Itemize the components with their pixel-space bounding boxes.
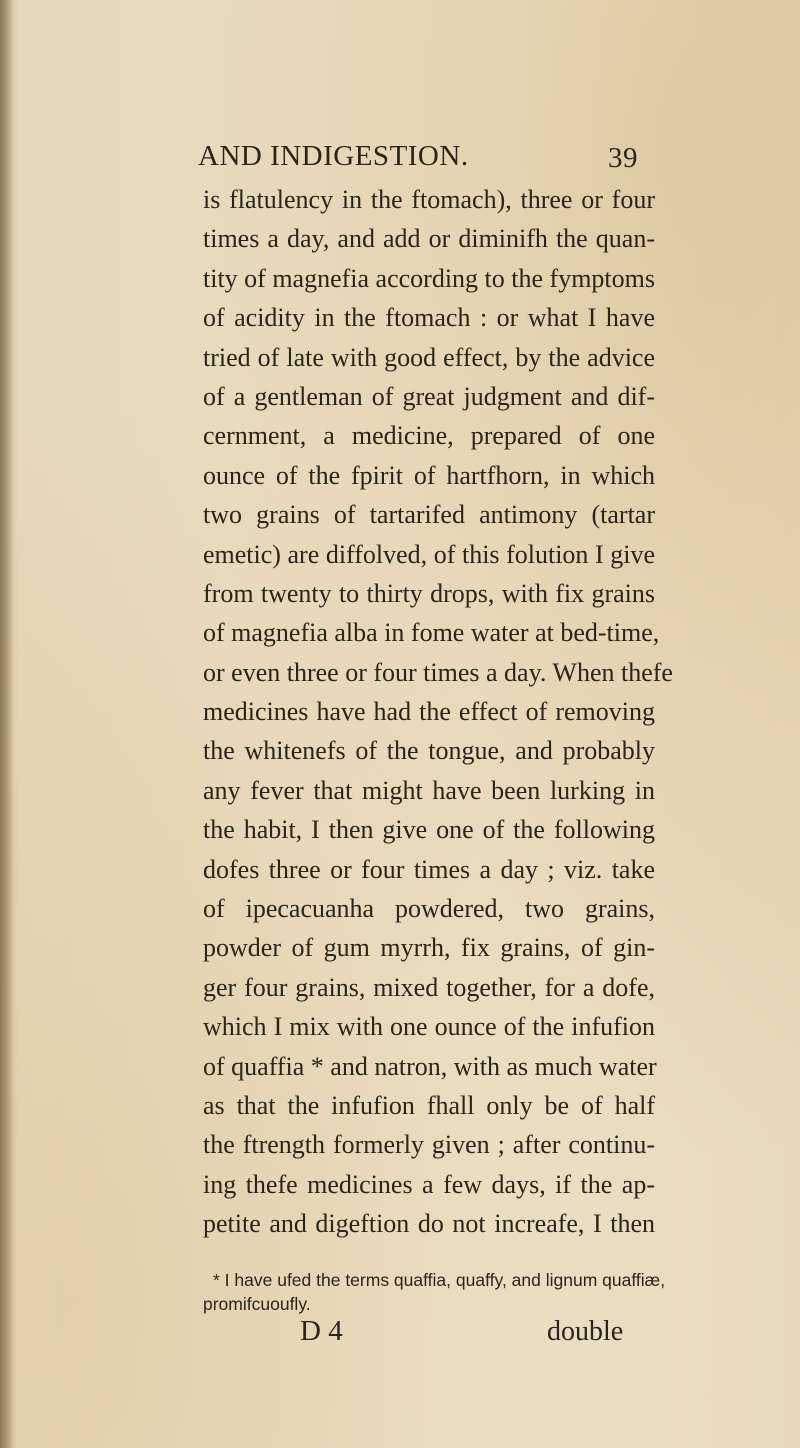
page-number: 39 [608,142,638,174]
text-line: cernment, a medicine, prepared of one [203,421,655,451]
text-line: ger four grains, mixed together, for a dofe, [203,972,655,1002]
text-line: of quaffia * and natron, with as much water [203,1051,657,1081]
text-line: ing thefe medicines a few days, if the ap- [203,1169,655,1199]
footnote [203,1268,666,1316]
text-line: is flatulency in the ftomach), three or four [203,185,655,214]
text-line: of acidity in the ftomach : or what I have [203,303,655,333]
binding-gutter [0,0,14,1448]
text-line: any fever that might have been lurking in [203,775,655,805]
text-line: as that the infufion fhall only be of half [203,1090,655,1120]
text-line: medicines have had the effect of removing [203,697,655,727]
text-line: petite and digeftion do not increafe, I then [203,1209,655,1239]
text-line: emetic) are diffolved, of this folution I give [203,539,655,569]
text-line: tity of magnefia according to the fymptoms [203,263,655,293]
running-head [198,140,638,180]
text-line: dofes three or four times a day ; viz. take [203,854,655,884]
text-line: of a gentleman of great judgment and dif- [203,381,655,411]
text-line: the habit, I then give one of the following [203,815,655,845]
footnote-line: * I have ufed the terms quaffia, quaffy, and lignum quaffiæ, [213,1270,666,1290]
text-line: which I mix with one ounce of the infufion [203,1012,655,1042]
text-line: tried of late with good effect, by the advice [203,342,655,372]
text-line: the ftrength formerly given ; after continu- [203,1130,655,1160]
signature-mark: D 4 [300,1315,343,1347]
catchword: double [547,1316,624,1347]
footnote-line: promifcuoufly. [203,1294,311,1314]
text-line: or even three or four times a day. When thefe [203,657,673,687]
text-line: from twenty to thirty drops, with fix grains [203,578,655,608]
text-line: two grains of tartarifed antimony (tartar [203,500,655,530]
text-line: the whitenefs of the tongue, and probably [203,736,655,766]
running-head-title: AND INDIGESTION. [198,140,469,172]
text-line: times a day, and add or diminifh the quan- [203,224,655,254]
text-line: ounce of the fpirit of hartfhorn, in which [203,460,655,490]
text-line: powder of gum myrrh, fix grains, of gin- [203,933,655,963]
text-line: of magnefia alba in fome water at bed-time, [203,618,660,648]
text-line: of ipecacuanha powdered, two grains, [203,894,655,924]
body-text [203,180,673,1244]
